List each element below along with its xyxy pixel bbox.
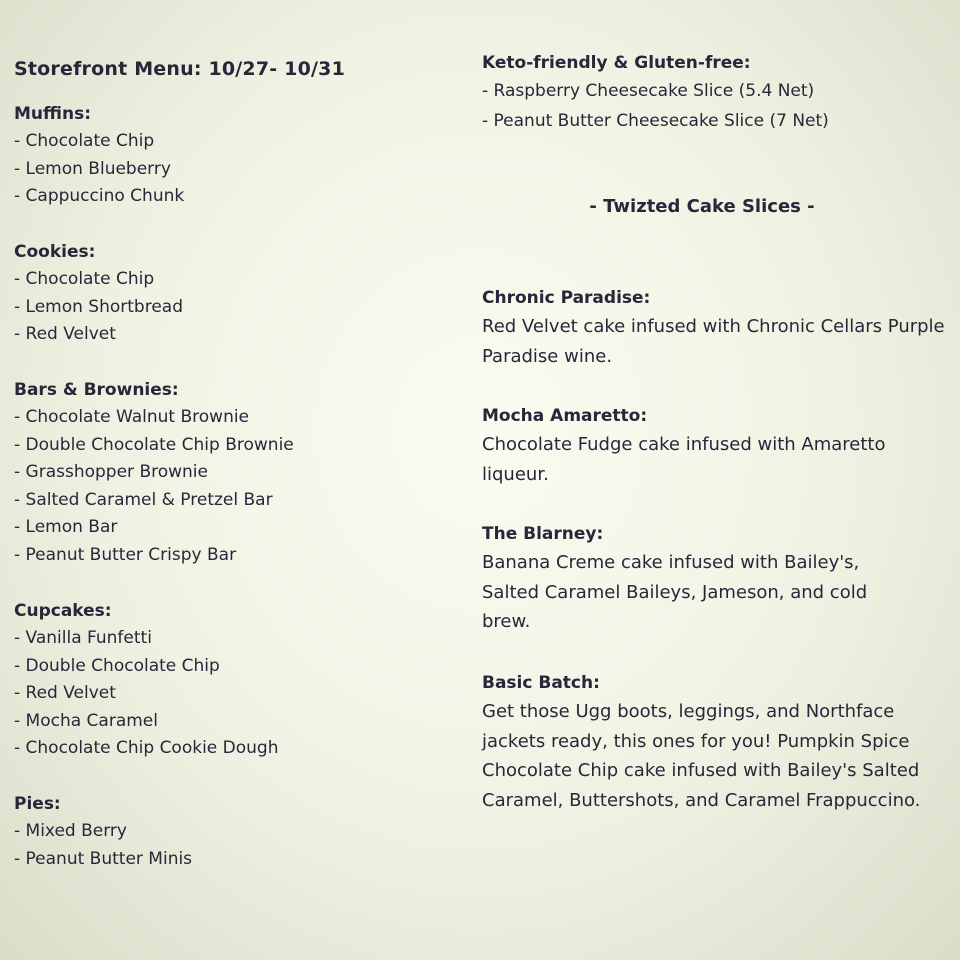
- cake-description: Get those Ugg boots, leggings, and Northface jackets ready, this ones for you! Pumpkin Spice Chocolate Chip cake infused with Bailey's Salted Caramel, Buttershots, and Caramel Frappuccino.: [482, 701, 921, 811]
- section-cupcakes: [14, 597, 279, 763]
- cake-slices-heading: - Twizted Cake Slices -: [589, 196, 815, 217]
- list-item: - Chocolate Chip: [14, 269, 155, 289]
- section-pies: [14, 790, 192, 873]
- list-item: - Chocolate Chip Cookie Dough: [14, 738, 279, 759]
- list-item: - Mixed Berry: [14, 821, 127, 841]
- section-heading: Bars & Brownies:: [14, 380, 179, 400]
- list-item: - Peanut Butter Cheesecake Slice (7 Net): [482, 110, 829, 131]
- cake-basic-batch: [482, 669, 952, 815]
- menu-title: Storefront Menu: 10/27- 10/31: [14, 58, 345, 80]
- list-item: - Raspberry Cheesecake Slice (5.4 Net): [482, 81, 815, 101]
- list-item: - Vanilla Funfetti: [14, 628, 152, 648]
- section-heading: Keto-friendly & Gluten-free:: [482, 53, 751, 73]
- cake-name: The Blarney:: [482, 524, 604, 544]
- section-keto: [482, 49, 829, 136]
- list-item: - Lemon Shortbread: [14, 296, 184, 317]
- cake-description: Banana Creme cake infused with Bailey's, Salted Caramel Baileys, Jameson, and cold brew.: [482, 552, 868, 633]
- section-bars-brownies: [14, 376, 294, 570]
- cake-description: Red Velvet cake infused with Chronic Cellars Purple Paradise wine.: [482, 316, 945, 367]
- list-item: - Double Chocolate Chip Brownie: [14, 434, 294, 455]
- section-heading: Cupcakes:: [14, 601, 112, 621]
- section-muffins: [14, 100, 184, 211]
- list-item: - Grasshopper Brownie: [14, 462, 208, 483]
- list-item: - Salted Caramel & Pretzel Bar: [14, 489, 273, 510]
- list-item: - Mocha Caramel: [14, 710, 158, 731]
- list-item: - Peanut Butter Crispy Bar: [14, 544, 237, 565]
- cake-mocha-amaretto: [482, 402, 922, 489]
- list-item: - Red Velvet: [14, 324, 116, 345]
- list-item: - Red Velvet: [14, 683, 116, 704]
- list-item: - Double Chocolate Chip: [14, 655, 220, 676]
- list-item: - Chocolate Walnut Brownie: [14, 407, 250, 427]
- cake-the-blarney: [482, 520, 902, 637]
- cake-name: Mocha Amaretto:: [482, 406, 648, 426]
- section-heading: Pies:: [14, 794, 61, 814]
- list-item: - Chocolate Chip: [14, 131, 155, 151]
- cake-chronic-paradise: [482, 284, 952, 371]
- list-item: - Cappuccino Chunk: [14, 186, 185, 207]
- section-heading: Cookies:: [14, 242, 96, 262]
- cake-name: Basic Batch:: [482, 673, 600, 693]
- list-item: - Lemon Blueberry: [14, 158, 171, 179]
- section-heading: Muffins:: [14, 104, 91, 124]
- list-item: - Lemon Bar: [14, 517, 118, 538]
- list-item: - Peanut Butter Minis: [14, 848, 193, 869]
- section-cookies: [14, 238, 183, 349]
- cake-description: Chocolate Fudge cake infused with Amaretto liqueur.: [482, 434, 886, 485]
- cake-name: Chronic Paradise:: [482, 288, 651, 308]
